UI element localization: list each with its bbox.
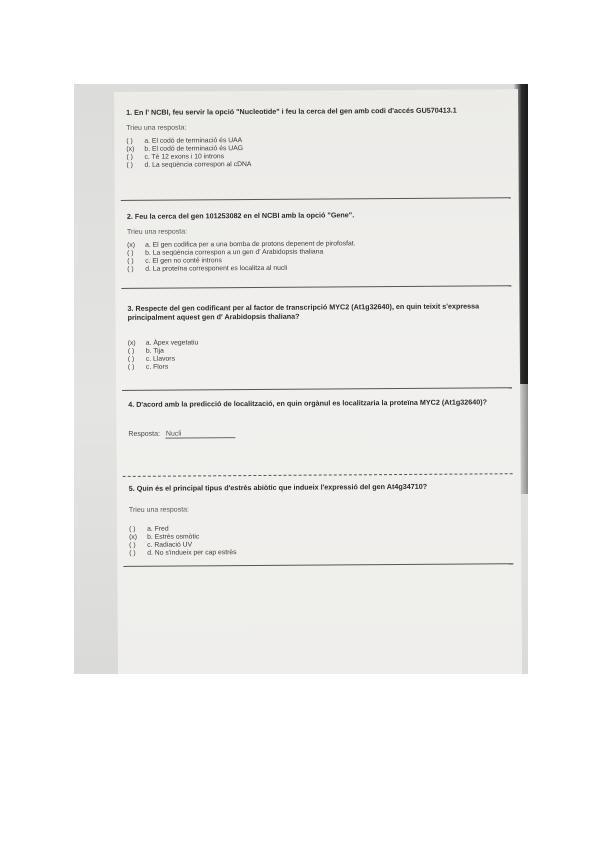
exam-sheet xyxy=(114,89,523,674)
question-1-title: 1. En l' NCBI, feu servir la opció "Nucleotide" i feu la cerca del gen amb codi d'accés GU570413.1 xyxy=(126,105,457,117)
option-mark: ( ) xyxy=(129,525,136,533)
option-mark: ( ) xyxy=(127,347,135,355)
response-field[interactable]: Nucli xyxy=(166,430,236,438)
separator-line xyxy=(122,387,512,391)
option-text: c. Radiació UV xyxy=(147,541,193,549)
option-text: a. El gen codifica per a una bomba de protons depenent de pirofosfat. xyxy=(145,240,356,249)
option-mark: (x) xyxy=(127,241,136,249)
question-5-instruction: Trieu una resposta: xyxy=(128,506,190,514)
separator-line xyxy=(123,563,513,567)
option-mark: ( ) xyxy=(129,541,136,549)
question-3-title: 3. Respecte del gen codificant per al factor de transcripció MYC2 (At1g32640), en quin teixit s'expressa principalment aquest gen d' Arabidopsis thaliana? xyxy=(127,301,480,322)
question-4-title: 4. D'acord amb la predicció de localització, en quin orgànul es localitzaria la proteïna MYC2 (At1g32640)? xyxy=(128,397,488,409)
document-photo xyxy=(74,84,528,674)
background-edge-lower xyxy=(520,384,528,494)
option-mark: ( ) xyxy=(127,363,135,371)
option-mark: ( ) xyxy=(129,549,136,557)
option-1d[interactable] xyxy=(126,159,496,170)
question-2-title: 2. Feu la cerca del gen 101253082 en el NCBI amb la opció "Gene". xyxy=(126,210,355,221)
option-mark: (x) xyxy=(127,339,136,347)
option-mark: ( ) xyxy=(127,355,135,363)
option-text: d. No s'indueix per cap estrès xyxy=(147,549,237,557)
option-mark: (x) xyxy=(129,533,138,541)
question-1 xyxy=(126,105,496,170)
question-1-options xyxy=(126,135,496,170)
question-5-options xyxy=(129,523,499,558)
option-mark: ( ) xyxy=(127,249,134,257)
question-2-options xyxy=(127,239,497,274)
question-1-instruction: Trieu una resposta: xyxy=(126,124,187,132)
option-text: a. El codó de terminació és UAA xyxy=(144,137,243,145)
separator-line xyxy=(121,285,511,289)
question-5 xyxy=(129,481,500,558)
option-text: b. El codó de terminació és UAG xyxy=(144,145,244,153)
option-text: b. Estrès osmòtic xyxy=(147,533,200,541)
option-mark: ( ) xyxy=(126,153,133,161)
response-label: Resposta: xyxy=(128,430,160,438)
question-3 xyxy=(127,301,497,372)
option-text: c. Llavors xyxy=(145,355,175,363)
question-5-title: 5. Quin és el principal tipus d'estrès abiòtic que indueix l'expressió del gen At4g34710? xyxy=(128,481,428,493)
option-text: c. Té 12 exons i 10 introns xyxy=(144,153,225,161)
option-text: d. La proteïna corresponent es localitza al nucli xyxy=(145,264,288,273)
separator-line xyxy=(123,473,513,477)
option-mark: ( ) xyxy=(126,161,133,169)
question-3-options xyxy=(128,337,498,372)
option-mark: ( ) xyxy=(127,265,134,273)
option-mark: (x) xyxy=(126,145,135,153)
option-3d[interactable] xyxy=(128,361,498,372)
option-2d[interactable] xyxy=(127,263,497,274)
option-text: a. Àpex vegetatiu xyxy=(145,339,199,347)
option-text: c. El gen no conté introns xyxy=(145,257,222,265)
option-5d[interactable] xyxy=(129,547,499,558)
option-mark: ( ) xyxy=(127,257,134,265)
option-mark: ( ) xyxy=(126,137,133,145)
option-text: d. La seqüència correspon al cDNA xyxy=(144,161,252,169)
option-text: b. La seqüència correspon a un gen d' Arabidopsis thaliana xyxy=(145,248,324,257)
separator-line xyxy=(121,197,511,201)
option-text: c. Flors xyxy=(145,363,169,371)
question-4 xyxy=(128,397,498,439)
question-4-response xyxy=(128,428,498,439)
question-2 xyxy=(127,209,497,274)
option-text: b. Tija xyxy=(145,347,164,355)
question-2-instruction: Trieu una resposta: xyxy=(126,228,188,236)
option-text: a. Fred xyxy=(147,525,169,533)
